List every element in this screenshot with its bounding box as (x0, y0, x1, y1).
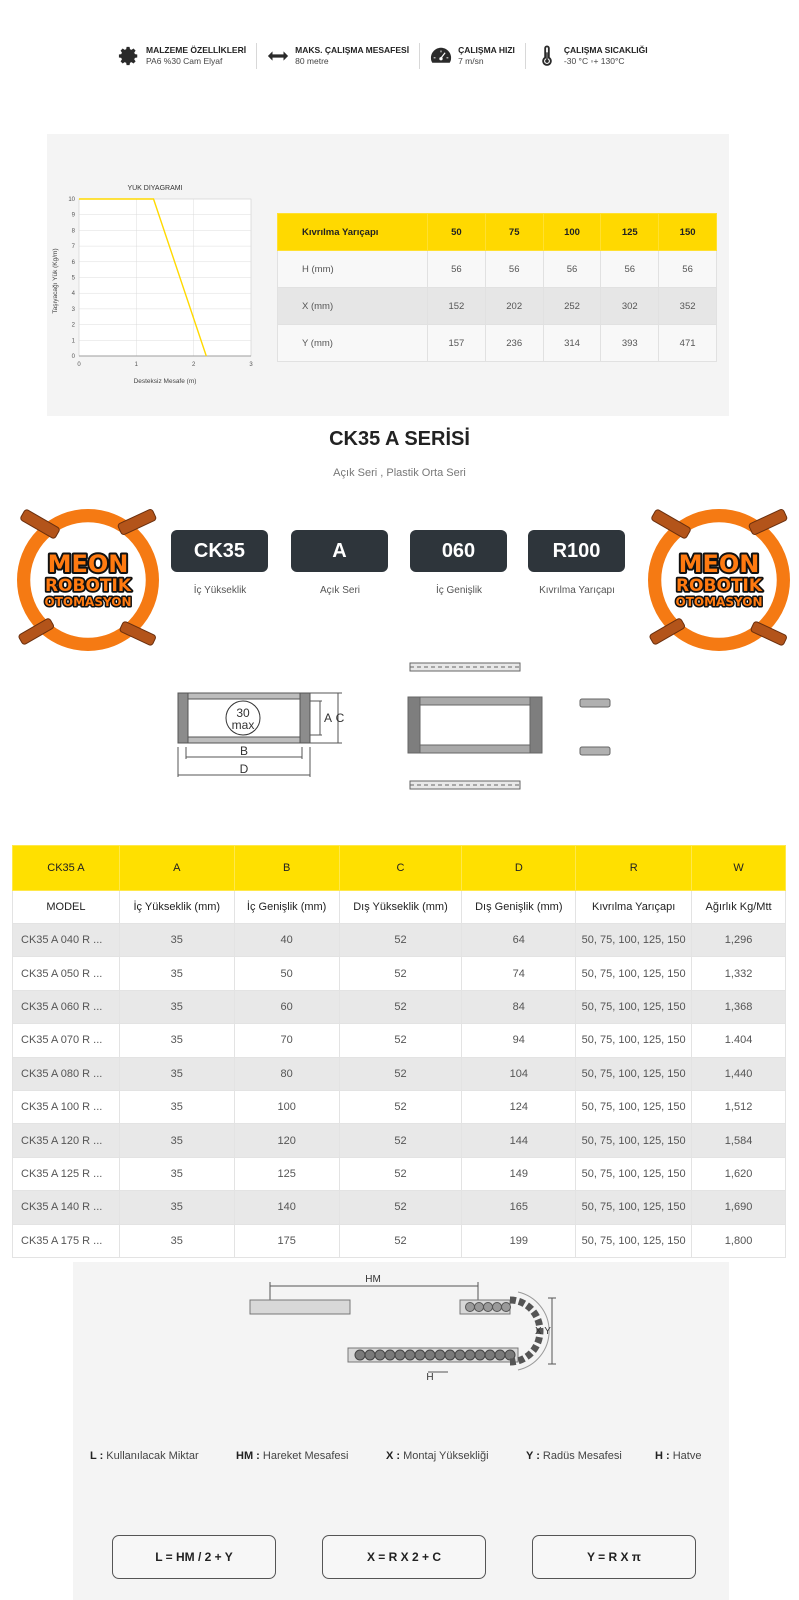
model-table-cell: 125 (234, 1157, 339, 1190)
chain-link (484, 1303, 493, 1312)
model-table-subheader-cell: İç Yükseklik (mm) (119, 891, 234, 924)
model-table-cell: 35 (119, 1224, 234, 1257)
chain-link (475, 1303, 484, 1312)
legend-item: X : Montaj Yüksekliği (386, 1450, 489, 1462)
chain-link (465, 1350, 475, 1360)
model-table-cell: 175 (234, 1224, 339, 1257)
model-table-header-cell: W (692, 846, 786, 891)
model-table-model-cell: CK35 A 175 R ... (13, 1224, 120, 1257)
model-table-cell: 70 (234, 1024, 339, 1057)
logo-line-3: OTOMASYON (675, 595, 763, 609)
chart-y-tick: 4 (71, 291, 75, 298)
chain-link-detail (580, 699, 610, 755)
model-table-cell: 52 (339, 1224, 462, 1257)
model-table-cell: 50, 75, 100, 125, 150 (576, 1224, 692, 1257)
model-table-cell: 52 (339, 1024, 462, 1057)
model-table-cell: 1,800 (692, 1224, 786, 1257)
model-table-header-cell: A (119, 846, 234, 891)
chain-link (355, 1350, 365, 1360)
code-label: Kıvrılma Yarıçapı (539, 585, 615, 596)
model-table-cell: 1,620 (692, 1157, 786, 1190)
load-table-cell: 152 (428, 288, 486, 325)
model-table-row (13, 990, 786, 1023)
logo-line-2: ROBOTIK (675, 576, 763, 596)
model-table-cell: 165 (462, 1191, 576, 1224)
chain-bend-drawing (248, 1272, 578, 1382)
logo-line-1: MEON (47, 550, 129, 578)
legend-item: H : Hatve (655, 1450, 702, 1462)
model-table-cell: 52 (339, 1057, 462, 1090)
chain-link (375, 1350, 385, 1360)
chart-title: YÜK DİYAGRAMI (127, 185, 183, 192)
model-table-cell: 124 (462, 1090, 576, 1123)
chain-link (415, 1350, 425, 1360)
spec-value: 7 m/sn (458, 56, 484, 66)
load-table-row-label: Y (mm) (278, 325, 428, 362)
model-table-row (13, 1090, 786, 1123)
spec-temperature (525, 43, 658, 69)
model-table (12, 845, 786, 1258)
model-table-cell: 1,584 (692, 1124, 786, 1157)
spec-value: 80 metre (295, 56, 329, 66)
chain-link (395, 1350, 405, 1360)
chain-link (365, 1350, 375, 1360)
model-table-header-cell: CK35 A (13, 846, 120, 891)
model-table-model-cell: CK35 A 140 R ... (13, 1191, 120, 1224)
legend-item: Y : Radüs Mesafesi (526, 1450, 622, 1462)
model-table-cell: 50, 75, 100, 125, 150 (576, 924, 692, 957)
chain-link (455, 1350, 465, 1360)
model-table-cell: 50, 75, 100, 125, 150 (576, 1090, 692, 1123)
model-table-cell: 50, 75, 100, 125, 150 (576, 1057, 692, 1090)
load-table-row-label: X (mm) (278, 288, 428, 325)
model-table-cell: 60 (234, 990, 339, 1023)
load-table-row (278, 251, 717, 288)
spec-value: -30 °C ◦+ 130°C (563, 56, 625, 66)
model-table-cell: 52 (339, 990, 462, 1023)
chart-y-tick: 9 (71, 212, 75, 219)
model-table-cell: 149 (462, 1157, 576, 1190)
model-table-header-cell: D (462, 846, 576, 891)
speedometer-icon (430, 45, 452, 67)
load-table-cell: 393 (601, 325, 659, 362)
load-table-cell: 157 (428, 325, 486, 362)
series-subtitle: Açık Seri , Plastik Orta Seri (333, 467, 466, 479)
model-table-row (13, 1024, 786, 1057)
chain-link (493, 1303, 502, 1312)
code-box-series: A (291, 530, 388, 572)
spec-title: ÇALIŞMA HIZI (458, 45, 515, 55)
chart-y-tick: 8 (71, 228, 75, 235)
load-table-cell: 56 (659, 251, 717, 288)
model-table-cell: 1,440 (692, 1057, 786, 1090)
model-table-cell: 1,296 (692, 924, 786, 957)
load-table-cell: 56 (485, 251, 543, 288)
chain-link (475, 1350, 485, 1360)
spec-bar (108, 40, 668, 72)
load-table-header-cell: 150 (659, 214, 717, 251)
model-table-cell: 35 (119, 957, 234, 990)
load-table-cell: 471 (659, 325, 717, 362)
model-table-cell: 40 (234, 924, 339, 957)
model-table-cell: 120 (234, 1124, 339, 1157)
model-table-cell: 1,368 (692, 990, 786, 1023)
model-table-header-cell: R (576, 846, 692, 891)
load-table-cell: 236 (485, 325, 543, 362)
load-table-header-cell: 100 (543, 214, 601, 251)
model-table-row (13, 1057, 786, 1090)
model-table-cell: 50, 75, 100, 125, 150 (576, 1024, 692, 1057)
model-table-cell: 52 (339, 957, 462, 990)
drawing-max-bottom: max (231, 718, 255, 732)
chart-x-tick: 2 (191, 362, 196, 368)
model-table-cell: 80 (234, 1057, 339, 1090)
load-table-cell: 56 (543, 251, 601, 288)
thermometer-icon (536, 45, 558, 67)
code-box-height: CK35 (171, 530, 268, 572)
cross-section-front (178, 693, 342, 777)
model-table-cell: 94 (462, 1024, 576, 1057)
chain-link (485, 1350, 495, 1360)
legend-item: HM : Hareket Mesafesi (236, 1450, 349, 1462)
load-diagram-chart (49, 184, 269, 394)
load-table-cell: 302 (601, 288, 659, 325)
formula-box-l: L = HM / 2 + Y (112, 1535, 276, 1579)
drawing-label-a: A (323, 711, 333, 725)
drawing-max-top: 30 (236, 706, 250, 720)
formula-box-x: X = R X 2 + C (322, 1535, 486, 1579)
model-table-cell: 52 (339, 924, 462, 957)
model-table-cell: 104 (462, 1057, 576, 1090)
spec-distance (256, 43, 419, 69)
load-table-row (278, 325, 717, 362)
chain-link (385, 1350, 395, 1360)
model-table-cell: 52 (339, 1124, 462, 1157)
meon-logo (14, 508, 162, 652)
load-table-header-label: Kıvrılma Yarıçapı (278, 214, 428, 251)
model-table-model-cell: CK35 A 040 R ... (13, 924, 120, 957)
model-table-subheader-cell: Ağırlık Kg/Mtt (692, 891, 786, 924)
model-table-subheader-cell: Dış Genişlik (mm) (462, 891, 576, 924)
model-table-subheader-cell: İç Genişlik (mm) (234, 891, 339, 924)
logo-line-1: MEON (678, 550, 760, 578)
model-table-cell: 52 (339, 1157, 462, 1190)
spec-title: ÇALIŞMA SICAKLIĞI (563, 45, 648, 55)
model-table-model-cell: CK35 A 070 R ... (13, 1024, 120, 1057)
chart-y-tick: 7 (71, 244, 75, 251)
load-table-cell: 352 (659, 288, 717, 325)
model-table-subheader-cell: Dış Yükseklik (mm) (339, 891, 462, 924)
chart-y-tick: 2 (71, 322, 75, 329)
chain-side-view (408, 663, 542, 789)
model-table-cell: 100 (234, 1090, 339, 1123)
chart-y-tick: 5 (71, 275, 75, 282)
model-table-cell: 50, 75, 100, 125, 150 (576, 1124, 692, 1157)
chain-label-h: H (426, 1372, 434, 1382)
model-table-cell: 1,512 (692, 1090, 786, 1123)
legend-item: L : Kullanılacak Miktar (90, 1450, 199, 1462)
model-table-row (13, 1124, 786, 1157)
chain-label-xy: X Y (535, 1326, 551, 1337)
code-label: İç Genişlik (435, 585, 483, 596)
spec-title: MAKS. ÇALIŞMA MESAFESİ (295, 45, 410, 55)
load-table-cell: 252 (543, 288, 601, 325)
model-table-subheader-cell: Kıvrılma Yarıçapı (576, 891, 692, 924)
model-table-row (13, 957, 786, 990)
model-table-header-cell: B (234, 846, 339, 891)
drawing-label-b: B (239, 744, 249, 758)
drawing-label-d: D (239, 762, 249, 776)
model-table-row (13, 1224, 786, 1257)
model-table-cell: 50 (234, 957, 339, 990)
model-table-cell: 64 (462, 924, 576, 957)
chain-link (466, 1303, 475, 1312)
chain-link (495, 1350, 505, 1360)
chart-x-tick: 1 (134, 362, 139, 368)
load-table-row (278, 288, 717, 325)
chart-y-tick: 10 (68, 197, 75, 203)
model-table-cell: 52 (339, 1090, 462, 1123)
model-table-cell: 35 (119, 924, 234, 957)
load-table-cell: 202 (485, 288, 543, 325)
load-table-cell: 56 (428, 251, 486, 288)
model-table-row (13, 1191, 786, 1224)
chart-x-tick: 3 (249, 362, 253, 368)
meon-logo (645, 508, 793, 652)
spec-speed (419, 43, 525, 69)
logo-line-2: ROBOTIK (44, 576, 132, 596)
chain-cross-section-drawing (170, 655, 640, 795)
model-table-cell: 199 (462, 1224, 576, 1257)
spec-material (108, 43, 256, 69)
model-table-cell: 52 (339, 1191, 462, 1224)
chart-y-tick: 6 (71, 259, 75, 266)
gear-icon (118, 45, 140, 67)
model-table-cell: 74 (462, 957, 576, 990)
model-table-cell: 140 (234, 1191, 339, 1224)
model-table-cell: 35 (119, 1157, 234, 1190)
chain-link (502, 1303, 511, 1312)
load-diagram-section (47, 134, 729, 416)
load-table-header-cell: 125 (601, 214, 659, 251)
model-table-cell: 50, 75, 100, 125, 150 (576, 1157, 692, 1190)
model-table-cell: 50, 75, 100, 125, 150 (576, 990, 692, 1023)
model-table-cell: 35 (119, 1057, 234, 1090)
model-table-model-cell: CK35 A 125 R ... (13, 1157, 120, 1190)
model-table-cell: 35 (119, 1191, 234, 1224)
logo-line-3: OTOMASYON (44, 595, 132, 609)
model-table-row (13, 1157, 786, 1190)
model-table-model-cell: CK35 A 050 R ... (13, 957, 120, 990)
chart-x-label: Desteksiz Mesafe (m) (133, 378, 197, 385)
spec-value: PA6 %30 Cam Elyaf (146, 56, 223, 66)
model-table-cell: 1,332 (692, 957, 786, 990)
code-box-radius: R100 (528, 530, 625, 572)
model-table-subheader-row (13, 891, 786, 924)
chain-link (425, 1350, 435, 1360)
spec-title: MALZEME ÖZELLİKLERİ (146, 45, 247, 55)
chain-label-hm: HM (365, 1274, 381, 1285)
model-table-cell: 35 (119, 1124, 234, 1157)
drawing-label-c: C (335, 711, 345, 725)
chart-y-tick: 0 (71, 354, 75, 360)
formula-box-y: Y = R X π (532, 1535, 696, 1579)
chart-y-tick: 1 (71, 338, 75, 345)
model-table-cell: 35 (119, 1024, 234, 1057)
load-table-header-cell: 50 (428, 214, 486, 251)
chart-y-label: Taşıyacağı Yük (Kg/m) (52, 248, 59, 314)
double-arrow-icon (267, 45, 289, 67)
model-table-header-row (13, 846, 786, 891)
model-table-model-cell: CK35 A 080 R ... (13, 1057, 120, 1090)
code-box-width: 060 (410, 530, 507, 572)
model-table-cell: 50, 75, 100, 125, 150 (576, 957, 692, 990)
chain-link (435, 1350, 445, 1360)
load-table-header-row (278, 214, 717, 251)
model-table-cell: 50, 75, 100, 125, 150 (576, 1191, 692, 1224)
model-table-model-cell: CK35 A 120 R ... (13, 1124, 120, 1157)
code-label: Açık Seri (319, 585, 360, 596)
model-table-model-cell: CK35 A 100 R ... (13, 1090, 120, 1123)
model-table-header-cell: C (339, 846, 462, 891)
model-table-cell: 1,690 (692, 1191, 786, 1224)
model-table-cell: 144 (462, 1124, 576, 1157)
load-table-cell: 56 (601, 251, 659, 288)
model-table-cell: 35 (119, 1090, 234, 1123)
chain-link (445, 1350, 455, 1360)
load-table-cell: 314 (543, 325, 601, 362)
load-table-header-cell: 75 (485, 214, 543, 251)
model-table-row (13, 924, 786, 957)
chart-x-tick: 0 (77, 362, 81, 368)
model-table-cell: 35 (119, 990, 234, 1023)
model-table-cell: 1.404 (692, 1024, 786, 1057)
model-table-model-cell: CK35 A 060 R ... (13, 990, 120, 1023)
load-table-row-label: H (mm) (278, 251, 428, 288)
chart-grid (79, 199, 251, 356)
chart-y-tick: 3 (71, 306, 75, 313)
series-title: CK35 A SERİSİ (329, 428, 470, 450)
load-table (277, 213, 717, 362)
chain-link (405, 1350, 415, 1360)
code-label: İç Yükseklik (193, 585, 247, 596)
model-table-subheader-cell: MODEL (13, 891, 120, 924)
model-table-cell: 84 (462, 990, 576, 1023)
